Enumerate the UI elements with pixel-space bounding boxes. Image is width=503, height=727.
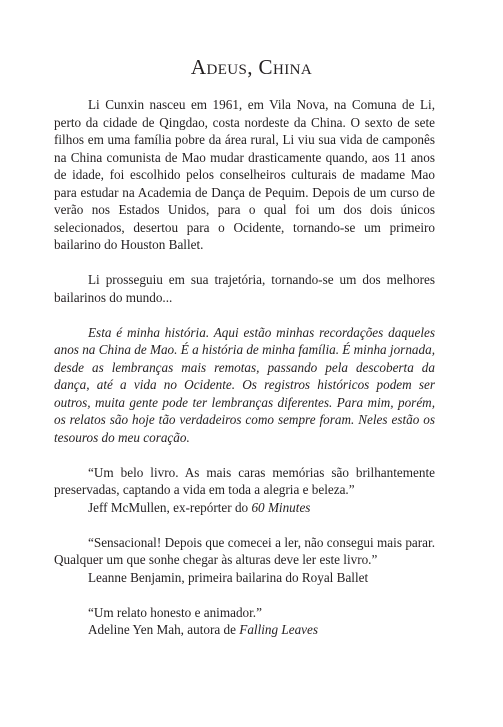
review-source: Falling Leaves — [239, 622, 319, 637]
review-quote: “Sensacional! Depois que comecei a ler, não consegui mais parar. Qualquer um que sonhe chegar às alturas deve ler este livro.” — [54, 534, 435, 567]
review-author: Jeff McMullen, ex-repórter do — [88, 499, 252, 515]
review-quote: “Um belo livro. As mais caras memórias são brilhantemente preservadas, captando a vida em toda a alegria e beleza.” — [54, 464, 435, 497]
review-source: 60 Minutes — [251, 499, 311, 515]
page-body — [54, 96, 435, 639]
page-title: Adeus, China — [190, 55, 313, 79]
review-attribution — [54, 569, 435, 587]
intro-paragraph-continued: Li prosseguiu em sua trajetória, tornando-se um dos melhores bailarinos do mundo... — [54, 272, 435, 305]
review-quote: “Um relato honesto e animador.” — [88, 604, 262, 620]
review-author: Adeline Yen Mah, autora de — [88, 622, 240, 637]
review-author: Leanne Benjamin, primeira bailarina do Royal Ballet — [88, 569, 369, 585]
author-quote: Esta é minha história. Aqui estão minhas recordações daqueles anos na China de Mao. É a história de minha família. É minha jornada, desde as lembranças mais remotas, passando pela descoberta da dança, até a vida no Ocidente. Os registros históricos podem ser outros, muita gente pode ter lembranças diferentes. Para mim, porém, os relatos são hoje tão verdadeiros como sempre foram. Neles estão os tesouros do meu coração. — [54, 324, 435, 445]
review-attribution — [54, 499, 435, 517]
review-attribution — [54, 621, 435, 639]
intro-paragraph: Li Cunxin nasceu em 1961, em Vila Nova, na Comuna de Li, perto da cidade de Qingdao, costa nordeste da China. O sexto de sete filhos em uma família pobre da área rural, Li viu sua vida de camponês na China comunista de Mao mudar drasticamente quando, aos 11 anos de idade, foi escolhido pelos conselheiros culturais de madame Mao para estudar na Academia de Dança de Pequim. Depois de um curso de verão nos Estados Unidos, para o qual foi um dos dois únicos selecionados, desertou para o Ocidente, tornando-se um primeiro bailarino do Houston Ballet. — [54, 97, 435, 252]
